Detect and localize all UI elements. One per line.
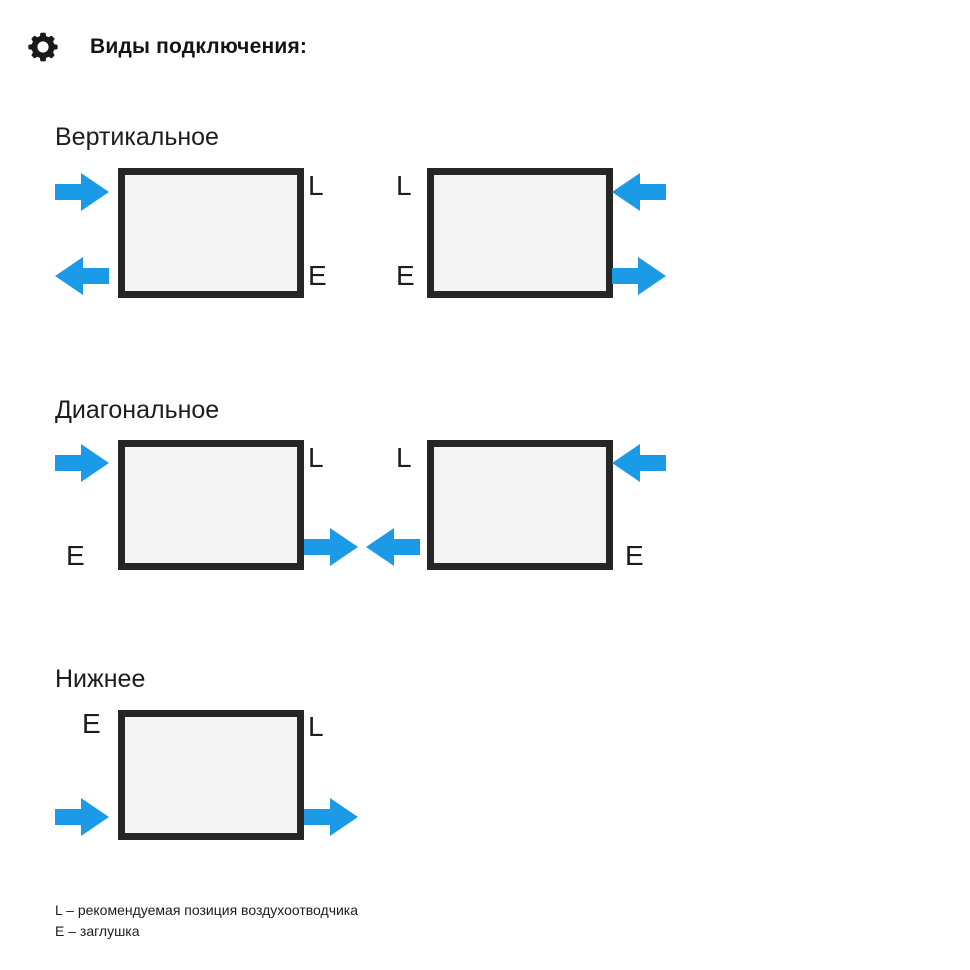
marker-diagonal-right-top-left: L — [396, 442, 412, 473]
legend-line-L: L – рекомендуемая позиция воздухоотводчика — [55, 902, 359, 918]
marker-diagonal-left-bottom-left: E — [66, 540, 85, 571]
marker-diagonal-left-top-right: L — [308, 442, 324, 473]
arrow-inlet-diagonal-right-top — [612, 444, 666, 482]
radiator-diagonal-right — [427, 440, 613, 570]
radiator-diagonal-left — [118, 440, 304, 570]
marker-bottom-top-right: L — [308, 711, 324, 742]
arrow-outlet-diagonal-right-bottom — [366, 528, 420, 566]
arrow-outlet-bottom-right — [304, 798, 358, 836]
marker-vertical-left-bottom-right: E — [308, 260, 327, 291]
gear-icon — [26, 30, 60, 64]
marker-diagonal-right-bottom-right: E — [625, 540, 644, 571]
section-title-vertical: Вертикальное — [55, 123, 219, 151]
arrow-inlet-vertical-left-top — [55, 173, 109, 211]
arrow-outlet-vertical-left-bottom — [55, 257, 109, 295]
arrow-inlet-bottom-left — [55, 798, 109, 836]
radiator-bottom — [118, 710, 304, 840]
section-title-diagonal: Диагональное — [55, 396, 220, 424]
legend-line-E: E – заглушка — [55, 923, 140, 939]
radiator-vertical-right — [427, 168, 613, 298]
arrow-inlet-diagonal-left-top — [55, 444, 109, 482]
marker-vertical-left-top-right: L — [308, 170, 324, 201]
arrow-outlet-vertical-right-bottom — [612, 257, 666, 295]
header — [26, 30, 307, 64]
page-title: Виды подключения: — [90, 35, 308, 58]
legend — [55, 900, 358, 942]
marker-vertical-right-top-left: L — [396, 170, 412, 201]
arrow-inlet-vertical-right-top — [612, 173, 666, 211]
marker-vertical-right-bottom-left: E — [396, 260, 415, 291]
section-title-bottom: Нижнее — [55, 665, 146, 693]
marker-bottom-top-left: E — [82, 708, 101, 739]
arrow-outlet-diagonal-left-bottom — [304, 528, 358, 566]
radiator-vertical-left — [118, 168, 304, 298]
